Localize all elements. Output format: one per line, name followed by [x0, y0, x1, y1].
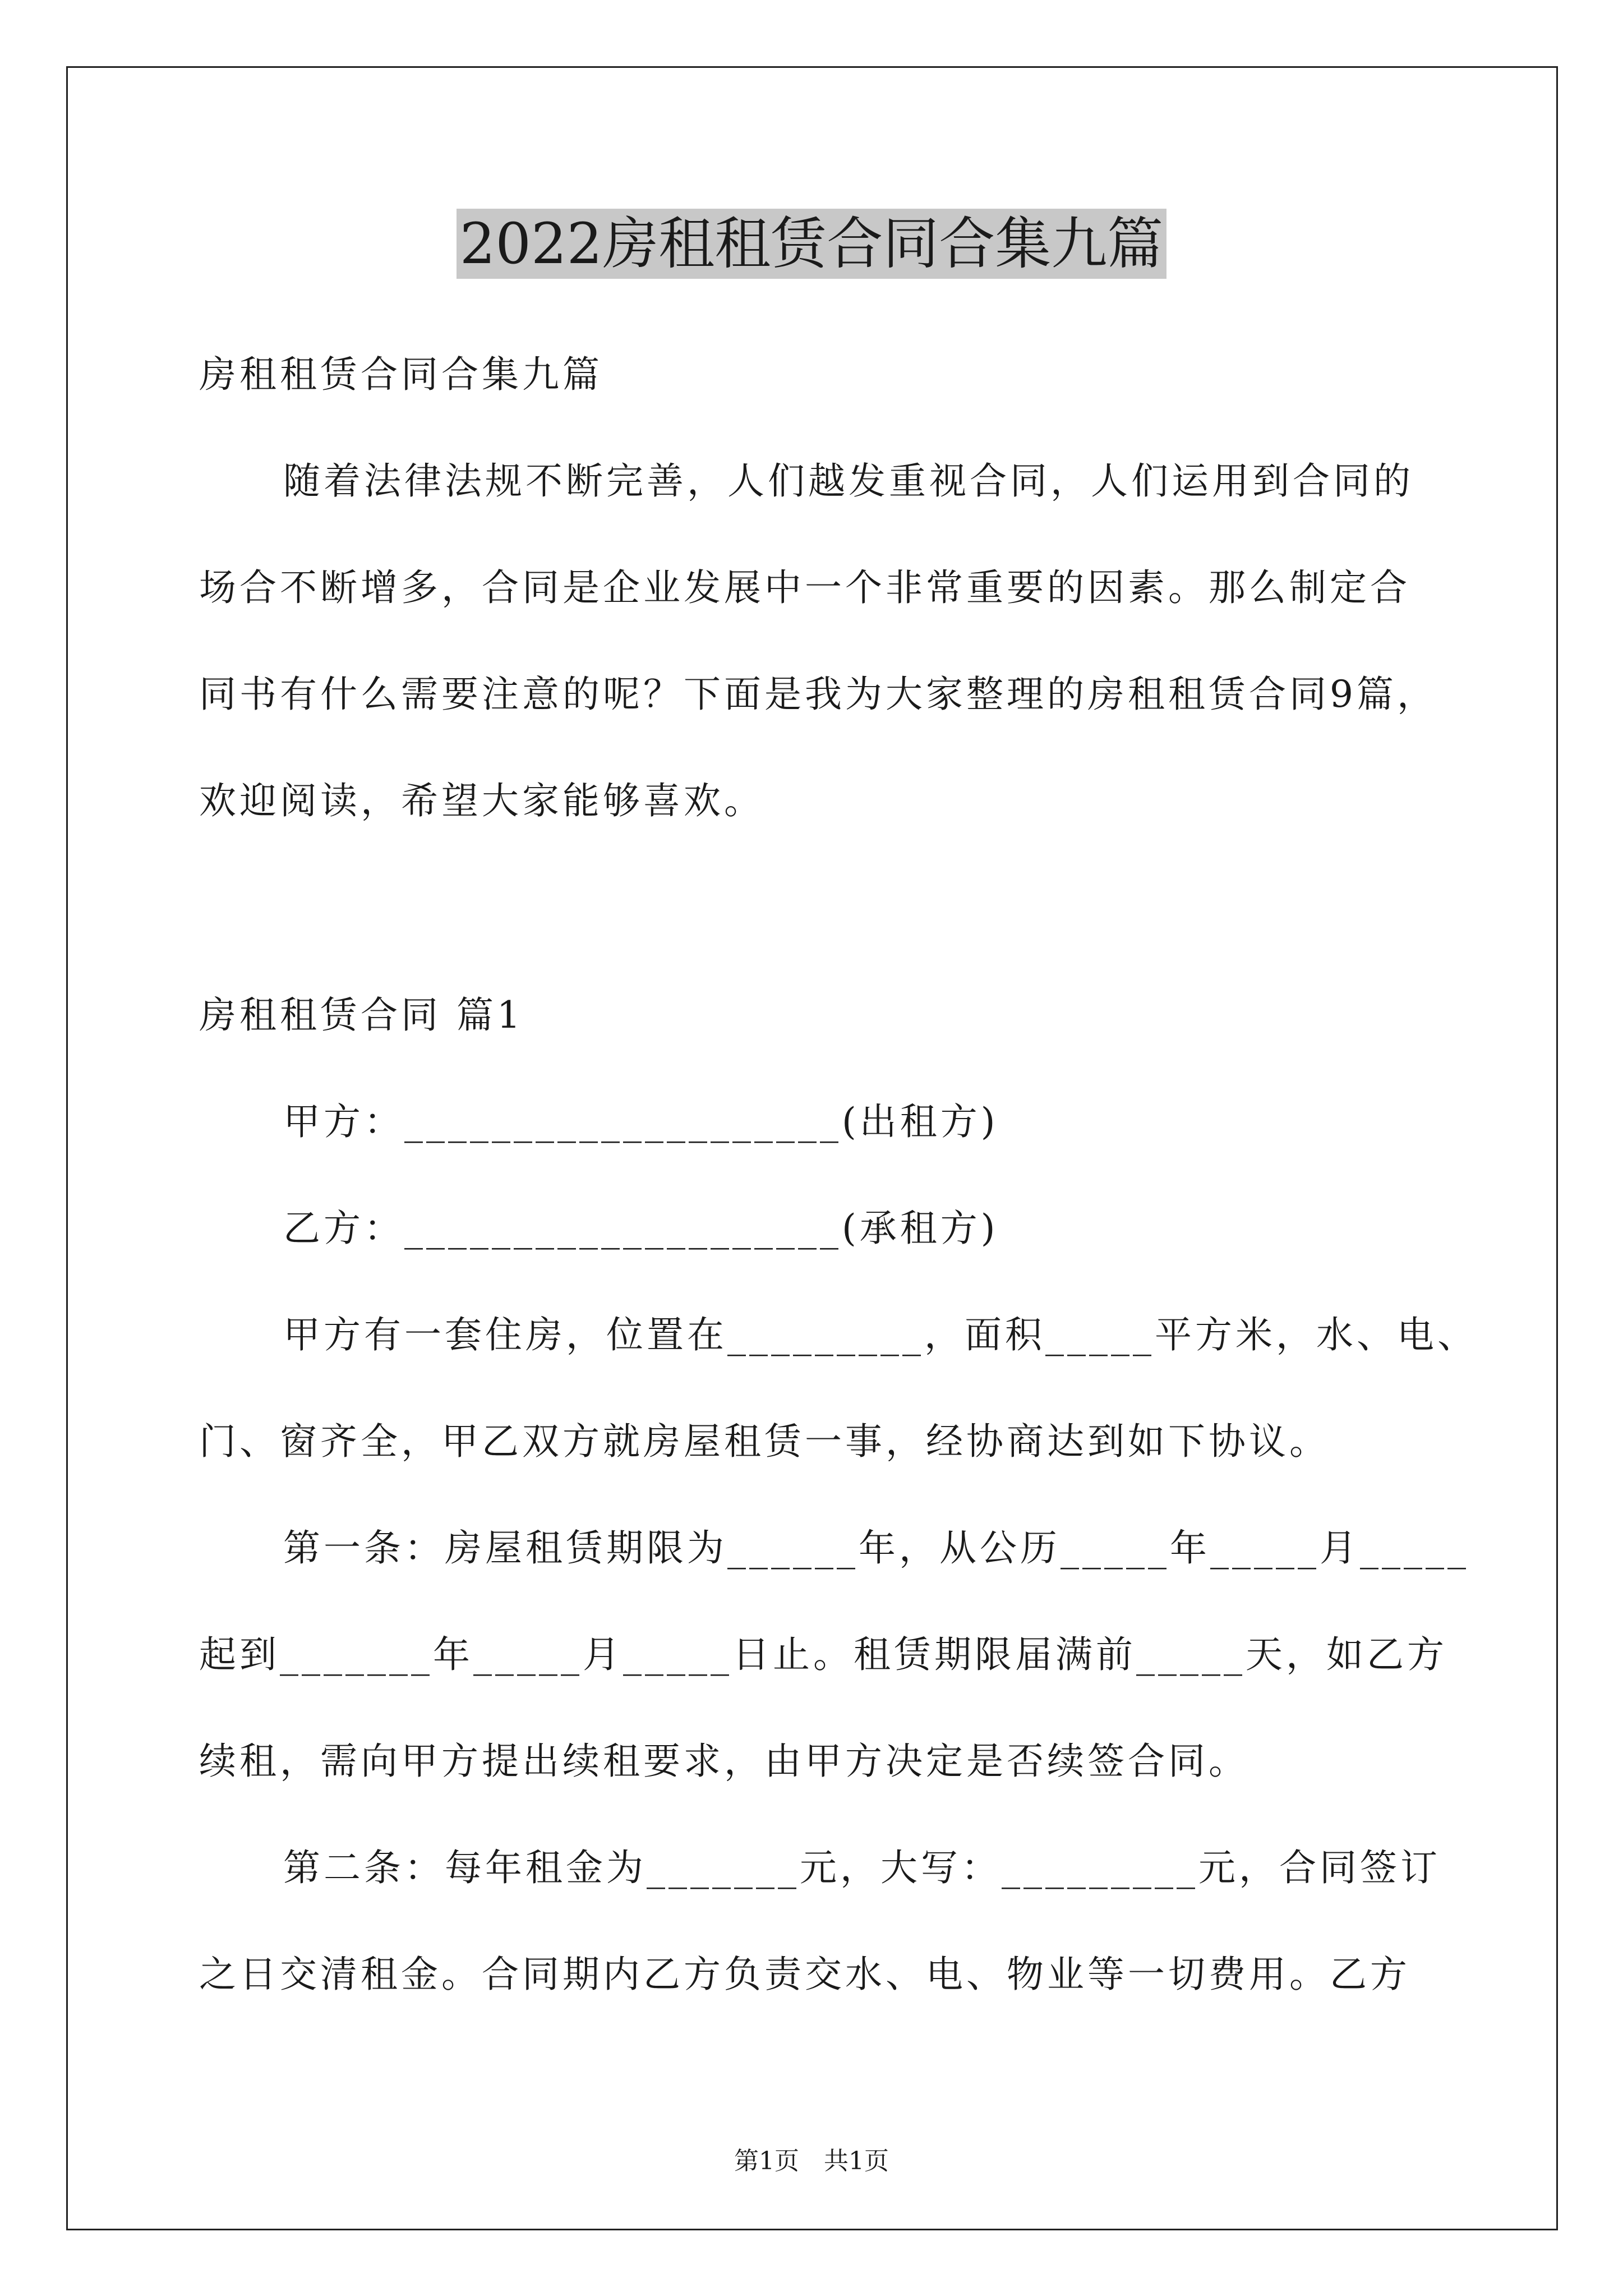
intro-line: 场合不断增多，合同是企业发展中一个非常重要的因素。那么制定合 [199, 566, 1410, 609]
body-line: 之日交清租金。合同期内乙方负责交水、电、物业等一切费用。乙方 [199, 1953, 1410, 1996]
document-title-text: 2022房租租赁合同合集九篇 [457, 209, 1167, 279]
intro-line: 同书有什么需要注意的呢？下面是我为大家整理的房租租赁合同9篇， [199, 673, 1437, 716]
body-line: 续租，需向甲方提出续租要求，由甲方决定是否续签合同。 [199, 1740, 1249, 1783]
section-heading: 房租租赁合同 篇1 [199, 993, 524, 1037]
page-footer: 第1页 共1页 [734, 2147, 889, 2175]
body-line: 第一条：房屋租赁期限为______年，从公历_____年_____月_____ [283, 1526, 1469, 1570]
party-b-line: 乙方：____________________(承租方) [283, 1207, 999, 1250]
intro-line: 欢迎阅读，希望大家能够喜欢。 [199, 779, 764, 822]
party-a-line: 甲方：____________________(出租方) [283, 1100, 999, 1143]
body-line: 门、窗齐全，甲乙双方就房屋租赁一事，经协商达到如下协议。 [199, 1420, 1330, 1463]
body-line: 甲方有一套住房，位置在_________，面积_____平方米，水、电、 [283, 1313, 1478, 1356]
intro-line: 随着法律法规不断完善，人们越发重视合同，人们运用到合同的 [283, 459, 1414, 503]
document-subtitle: 房租租赁合同合集九篇 [199, 353, 603, 396]
body-line: 起到_______年_____月_____日止。租赁期限届满前_____天，如乙方 [199, 1633, 1447, 1676]
document-title [0, 205, 1623, 283]
body-line: 第二条：每年租金为_______元，大写：_________元，合同签订 [283, 1846, 1441, 1889]
